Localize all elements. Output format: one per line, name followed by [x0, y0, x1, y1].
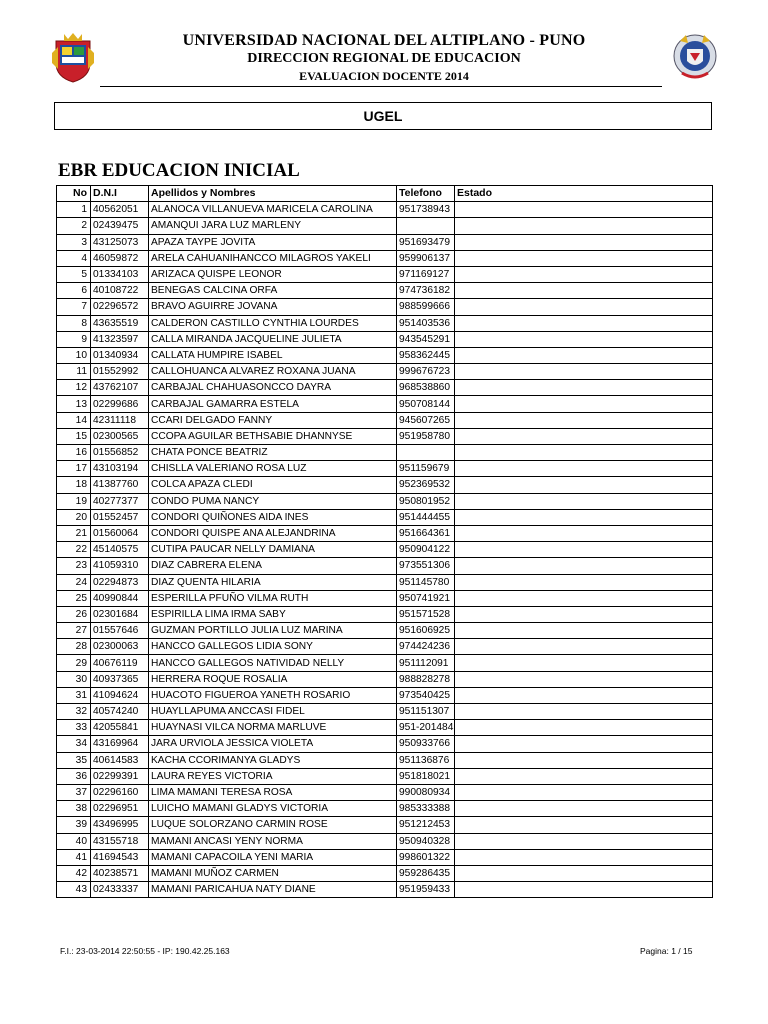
- table-row: [57, 736, 713, 752]
- row-number: 33: [57, 720, 91, 736]
- name-cell: AMANQUI JARA LUZ MARLENY: [149, 218, 397, 234]
- table-row: [57, 671, 713, 687]
- document-header: [0, 0, 768, 92]
- row-number: 36: [57, 768, 91, 784]
- column-header-phone: Telefono: [397, 186, 455, 202]
- table-row: [57, 704, 713, 720]
- phone-cell: 990080934: [397, 784, 455, 800]
- table-row: [57, 882, 713, 898]
- name-cell: BRAVO AGUIRRE JOVANA: [149, 299, 397, 315]
- status-cell: [455, 817, 713, 833]
- table-row: [57, 234, 713, 250]
- phone-cell: 951159679: [397, 461, 455, 477]
- status-cell: [455, 768, 713, 784]
- table-row: [57, 865, 713, 881]
- name-cell: ESPIRILLA LIMA IRMA SABY: [149, 606, 397, 622]
- ugel-label-box: UGEL: [54, 102, 712, 130]
- name-cell: CARBAJAL GAMARRA ESTELA: [149, 396, 397, 412]
- status-cell: [455, 283, 713, 299]
- row-number: 3: [57, 234, 91, 250]
- dni-cell: 02300565: [91, 428, 149, 444]
- dni-cell: 41387760: [91, 477, 149, 493]
- status-cell: [455, 493, 713, 509]
- table-row: [57, 833, 713, 849]
- table-row: [57, 801, 713, 817]
- phone-cell: 943545291: [397, 331, 455, 347]
- status-cell: [455, 801, 713, 817]
- status-cell: [455, 477, 713, 493]
- status-cell: [455, 849, 713, 865]
- phone-cell: 973551306: [397, 558, 455, 574]
- row-number: 15: [57, 428, 91, 444]
- name-cell: HUACOTO FIGUEROA YANETH ROSARIO: [149, 687, 397, 703]
- table-row: [57, 558, 713, 574]
- status-cell: [455, 687, 713, 703]
- table-row: [57, 590, 713, 606]
- row-number: 28: [57, 639, 91, 655]
- phone-cell: 951959433: [397, 882, 455, 898]
- status-cell: [455, 704, 713, 720]
- status-cell: [455, 752, 713, 768]
- name-cell: MAMANI MUÑOZ CARMEN: [149, 865, 397, 881]
- dni-cell: 02296951: [91, 801, 149, 817]
- dni-cell: 46059872: [91, 250, 149, 266]
- phone-cell: 951444455: [397, 509, 455, 525]
- dni-cell: 02439475: [91, 218, 149, 234]
- status-cell: [455, 428, 713, 444]
- row-number: 39: [57, 817, 91, 833]
- status-cell: [455, 865, 713, 881]
- dni-cell: 02300063: [91, 639, 149, 655]
- phone-cell: 950801952: [397, 493, 455, 509]
- dni-cell: 01552992: [91, 364, 149, 380]
- dni-cell: 45140575: [91, 542, 149, 558]
- name-cell: ALANOCA VILLANUEVA MARICELA CAROLINA: [149, 202, 397, 218]
- column-header-no: No: [57, 186, 91, 202]
- row-number: 26: [57, 606, 91, 622]
- table-row: [57, 687, 713, 703]
- evaluation-title: EVALUACION DOCENTE 2014: [299, 69, 469, 83]
- phone-cell: 951571528: [397, 606, 455, 622]
- name-cell: LIMA MAMANI TERESA ROSA: [149, 784, 397, 800]
- dni-cell: 43103194: [91, 461, 149, 477]
- row-number: 19: [57, 493, 91, 509]
- row-number: 13: [57, 396, 91, 412]
- status-cell: [455, 445, 713, 461]
- dni-cell: 43762107: [91, 380, 149, 396]
- name-cell: ESPERILLA PFUÑO VILMA RUTH: [149, 590, 397, 606]
- status-cell: [455, 234, 713, 250]
- name-cell: CHATA PONCE BEATRIZ: [149, 445, 397, 461]
- row-number: 2: [57, 218, 91, 234]
- phone-cell: 971169127: [397, 266, 455, 282]
- table-row: [57, 606, 713, 622]
- name-cell: GUZMAN PORTILLO JULIA LUZ MARINA: [149, 623, 397, 639]
- phone-cell: [397, 445, 455, 461]
- phone-cell: 968538860: [397, 380, 455, 396]
- teacher-roster-table: [56, 185, 713, 898]
- phone-cell: 988599666: [397, 299, 455, 315]
- phone-cell: 973540425: [397, 687, 455, 703]
- phone-cell: 951664361: [397, 525, 455, 541]
- name-cell: CARBAJAL CHAHUASONCCO DAYRA: [149, 380, 397, 396]
- table-row: [57, 784, 713, 800]
- dni-cell: 43155718: [91, 833, 149, 849]
- dni-cell: 02296160: [91, 784, 149, 800]
- status-cell: [455, 882, 713, 898]
- table-row: [57, 202, 713, 218]
- dni-cell: 41323597: [91, 331, 149, 347]
- status-cell: [455, 299, 713, 315]
- status-cell: [455, 525, 713, 541]
- row-number: 43: [57, 882, 91, 898]
- status-cell: [455, 396, 713, 412]
- phone-cell: 952369532: [397, 477, 455, 493]
- name-cell: CALLOHUANCA ALVAREZ ROXANA JUANA: [149, 364, 397, 380]
- table-row: [57, 752, 713, 768]
- column-header-name: Apellidos y Nombres: [149, 186, 397, 202]
- row-number: 14: [57, 412, 91, 428]
- name-cell: CCOPA AGUILAR BETHSABIE DHANNYSE: [149, 428, 397, 444]
- row-number: 6: [57, 283, 91, 299]
- name-cell: CUTIPA PAUCAR NELLY DAMIANA: [149, 542, 397, 558]
- dni-cell: 41694543: [91, 849, 149, 865]
- table-row: [57, 445, 713, 461]
- name-cell: CONDO PUMA NANCY: [149, 493, 397, 509]
- name-cell: MAMANI ANCASI YENY NORMA: [149, 833, 397, 849]
- table-row: [57, 315, 713, 331]
- phone-cell: 988828278: [397, 671, 455, 687]
- row-number: 29: [57, 655, 91, 671]
- dni-cell: 43125073: [91, 234, 149, 250]
- status-cell: [455, 639, 713, 655]
- phone-cell: 950708144: [397, 396, 455, 412]
- dni-cell: 40574240: [91, 704, 149, 720]
- name-cell: JARA URVIOLA JESSICA VIOLETA: [149, 736, 397, 752]
- phone-cell: 959906137: [397, 250, 455, 266]
- phone-cell: 951738943: [397, 202, 455, 218]
- row-number: 37: [57, 784, 91, 800]
- dni-cell: 42311118: [91, 412, 149, 428]
- directorate-name: DIRECCION REGIONAL DE EDUCACION: [247, 51, 521, 66]
- phone-cell: 950940328: [397, 833, 455, 849]
- phone-cell: 951403536: [397, 315, 455, 331]
- row-number: 35: [57, 752, 91, 768]
- dni-cell: 41059310: [91, 558, 149, 574]
- phone-cell: 951-201484: [397, 720, 455, 736]
- name-cell: CALLATA HUMPIRE ISABEL: [149, 347, 397, 363]
- status-cell: [455, 671, 713, 687]
- dni-cell: 01340934: [91, 347, 149, 363]
- table-row: [57, 639, 713, 655]
- name-cell: COLCA APAZA CLEDI: [149, 477, 397, 493]
- dni-cell: 40937365: [91, 671, 149, 687]
- name-cell: CALLA MIRANDA JACQUELINE JULIETA: [149, 331, 397, 347]
- table-row: [57, 849, 713, 865]
- dni-cell: 40238571: [91, 865, 149, 881]
- dni-cell: 01552457: [91, 509, 149, 525]
- dni-cell: 40277377: [91, 493, 149, 509]
- footer-page-number: Pagina: 1 / 15: [640, 946, 693, 956]
- status-cell: [455, 784, 713, 800]
- dni-cell: 43635519: [91, 315, 149, 331]
- row-number: 38: [57, 801, 91, 817]
- phone-cell: 951818021: [397, 768, 455, 784]
- table-row: [57, 525, 713, 541]
- row-number: 23: [57, 558, 91, 574]
- table-row: [57, 380, 713, 396]
- dni-cell: 01557646: [91, 623, 149, 639]
- row-number: 11: [57, 364, 91, 380]
- name-cell: HANCCO GALLEGOS LIDIA SONY: [149, 639, 397, 655]
- name-cell: CONDORI QUISPE ANA ALEJANDRINA: [149, 525, 397, 541]
- table-row: [57, 477, 713, 493]
- table-row: [57, 364, 713, 380]
- row-number: 8: [57, 315, 91, 331]
- table-row: [57, 396, 713, 412]
- table-row: [57, 428, 713, 444]
- dni-cell: 41094624: [91, 687, 149, 703]
- row-number: 40: [57, 833, 91, 849]
- phone-cell: 945607265: [397, 412, 455, 428]
- dni-cell: 02296572: [91, 299, 149, 315]
- row-number: 42: [57, 865, 91, 881]
- status-cell: [455, 315, 713, 331]
- phone-cell: 999676723: [397, 364, 455, 380]
- phone-cell: 958362445: [397, 347, 455, 363]
- phone-cell: 950933766: [397, 736, 455, 752]
- table-row: [57, 331, 713, 347]
- table-row: [57, 218, 713, 234]
- row-number: 30: [57, 671, 91, 687]
- table-row: [57, 509, 713, 525]
- table-row: [57, 768, 713, 784]
- phone-cell: 951112091: [397, 655, 455, 671]
- name-cell: BENEGAS CALCINA ORFA: [149, 283, 397, 299]
- name-cell: LAURA REYES VICTORIA: [149, 768, 397, 784]
- row-number: 25: [57, 590, 91, 606]
- status-cell: [455, 558, 713, 574]
- status-cell: [455, 266, 713, 282]
- name-cell: LUQUE SOLORZANO CARMIN ROSE: [149, 817, 397, 833]
- dni-cell: 02294873: [91, 574, 149, 590]
- name-cell: ARIZACA QUISPE LEONOR: [149, 266, 397, 282]
- name-cell: HUAYLLAPUMA ANCCASI FIDEL: [149, 704, 397, 720]
- table-row: [57, 266, 713, 282]
- row-number: 20: [57, 509, 91, 525]
- status-cell: [455, 833, 713, 849]
- status-cell: [455, 623, 713, 639]
- table-row: [57, 542, 713, 558]
- status-cell: [455, 655, 713, 671]
- dni-cell: 40108722: [91, 283, 149, 299]
- status-cell: [455, 202, 713, 218]
- name-cell: KACHA CCORIMANYA GLADYS: [149, 752, 397, 768]
- name-cell: HUAYNASI VILCA NORMA MARLUVE: [149, 720, 397, 736]
- dni-cell: 42055841: [91, 720, 149, 736]
- dni-cell: 02299391: [91, 768, 149, 784]
- status-cell: [455, 347, 713, 363]
- row-number: 27: [57, 623, 91, 639]
- name-cell: CHISLLA VALERIANO ROSA LUZ: [149, 461, 397, 477]
- status-cell: [455, 736, 713, 752]
- table-row: [57, 412, 713, 428]
- column-header-status: Estado: [455, 186, 713, 202]
- table-header-row: [57, 186, 713, 202]
- name-cell: CONDORI QUIÑONES AIDA INES: [149, 509, 397, 525]
- phone-cell: 998601322: [397, 849, 455, 865]
- row-number: 21: [57, 525, 91, 541]
- dni-cell: 40990844: [91, 590, 149, 606]
- phone-cell: 950904122: [397, 542, 455, 558]
- row-number: 12: [57, 380, 91, 396]
- status-cell: [455, 574, 713, 590]
- table-row: [57, 623, 713, 639]
- status-cell: [455, 590, 713, 606]
- name-cell: LUICHO MAMANI GLADYS VICTORIA: [149, 801, 397, 817]
- name-cell: ARELA CAHUANIHANCCO MILAGROS YAKELI: [149, 250, 397, 266]
- row-number: 18: [57, 477, 91, 493]
- name-cell: DIAZ CABRERA ELENA: [149, 558, 397, 574]
- table-row: [57, 250, 713, 266]
- phone-cell: 974424236: [397, 639, 455, 655]
- phone-cell: 951693479: [397, 234, 455, 250]
- phone-cell: [397, 218, 455, 234]
- dni-cell: 40562051: [91, 202, 149, 218]
- dni-cell: 40676119: [91, 655, 149, 671]
- row-number: 10: [57, 347, 91, 363]
- dni-cell: 02299686: [91, 396, 149, 412]
- name-cell: MAMANI CAPACOILA YENI MARIA: [149, 849, 397, 865]
- table-row: [57, 283, 713, 299]
- row-number: 31: [57, 687, 91, 703]
- status-cell: [455, 606, 713, 622]
- header-divider: [100, 86, 662, 87]
- table-row: [57, 817, 713, 833]
- status-cell: [455, 218, 713, 234]
- table-row: [57, 655, 713, 671]
- table-row: [57, 461, 713, 477]
- row-number: 9: [57, 331, 91, 347]
- table-row: [57, 720, 713, 736]
- row-number: 17: [57, 461, 91, 477]
- dni-cell: 02433337: [91, 882, 149, 898]
- phone-cell: 951958780: [397, 428, 455, 444]
- phone-cell: 951606925: [397, 623, 455, 639]
- column-header-dni: D.N.I: [91, 186, 149, 202]
- row-number: 5: [57, 266, 91, 282]
- status-cell: [455, 331, 713, 347]
- name-cell: APAZA TAYPE JOVITA: [149, 234, 397, 250]
- phone-cell: 951212453: [397, 817, 455, 833]
- dni-cell: 01560064: [91, 525, 149, 541]
- section-title: EBR EDUCACION INICIAL: [58, 160, 300, 181]
- dni-cell: 40614583: [91, 752, 149, 768]
- row-number: 1: [57, 202, 91, 218]
- name-cell: CCARI DELGADO FANNY: [149, 412, 397, 428]
- dni-cell: 43169964: [91, 736, 149, 752]
- name-cell: DIAZ QUENTA HILARIA: [149, 574, 397, 590]
- phone-cell: 950741921: [397, 590, 455, 606]
- phone-cell: 951136876: [397, 752, 455, 768]
- dni-cell: 02301684: [91, 606, 149, 622]
- table-body: [57, 202, 713, 898]
- name-cell: MAMANI PARICAHUA NATY DIANE: [149, 882, 397, 898]
- dni-cell: 01334103: [91, 266, 149, 282]
- status-cell: [455, 720, 713, 736]
- status-cell: [455, 412, 713, 428]
- institution-seal-logo: [672, 31, 718, 81]
- row-number: 34: [57, 736, 91, 752]
- status-cell: [455, 364, 713, 380]
- footer-print-info: F.I.: 23-03-2014 22:50:55 - IP: 190.42.25.163: [60, 946, 230, 956]
- phone-cell: 959286435: [397, 865, 455, 881]
- row-number: 32: [57, 704, 91, 720]
- row-number: 16: [57, 445, 91, 461]
- status-cell: [455, 542, 713, 558]
- row-number: 24: [57, 574, 91, 590]
- phone-cell: 951145780: [397, 574, 455, 590]
- row-number: 7: [57, 299, 91, 315]
- phone-cell: 951151307: [397, 704, 455, 720]
- university-crest-logo: [52, 33, 94, 83]
- name-cell: HERRERA ROQUE ROSALIA: [149, 671, 397, 687]
- name-cell: CALDERON CASTILLO CYNTHIA LOURDES: [149, 315, 397, 331]
- table-row: [57, 574, 713, 590]
- dni-cell: 01556852: [91, 445, 149, 461]
- status-cell: [455, 461, 713, 477]
- phone-cell: 974736182: [397, 283, 455, 299]
- row-number: 41: [57, 849, 91, 865]
- university-name: UNIVERSIDAD NACIONAL DEL ALTIPLANO - PUNO: [182, 32, 586, 49]
- status-cell: [455, 250, 713, 266]
- status-cell: [455, 509, 713, 525]
- table-row: [57, 347, 713, 363]
- table-row: [57, 299, 713, 315]
- table-row: [57, 493, 713, 509]
- dni-cell: 43496995: [91, 817, 149, 833]
- row-number: 22: [57, 542, 91, 558]
- name-cell: HANCCO GALLEGOS NATIVIDAD NELLY: [149, 655, 397, 671]
- row-number: 4: [57, 250, 91, 266]
- status-cell: [455, 380, 713, 396]
- phone-cell: 985333388: [397, 801, 455, 817]
